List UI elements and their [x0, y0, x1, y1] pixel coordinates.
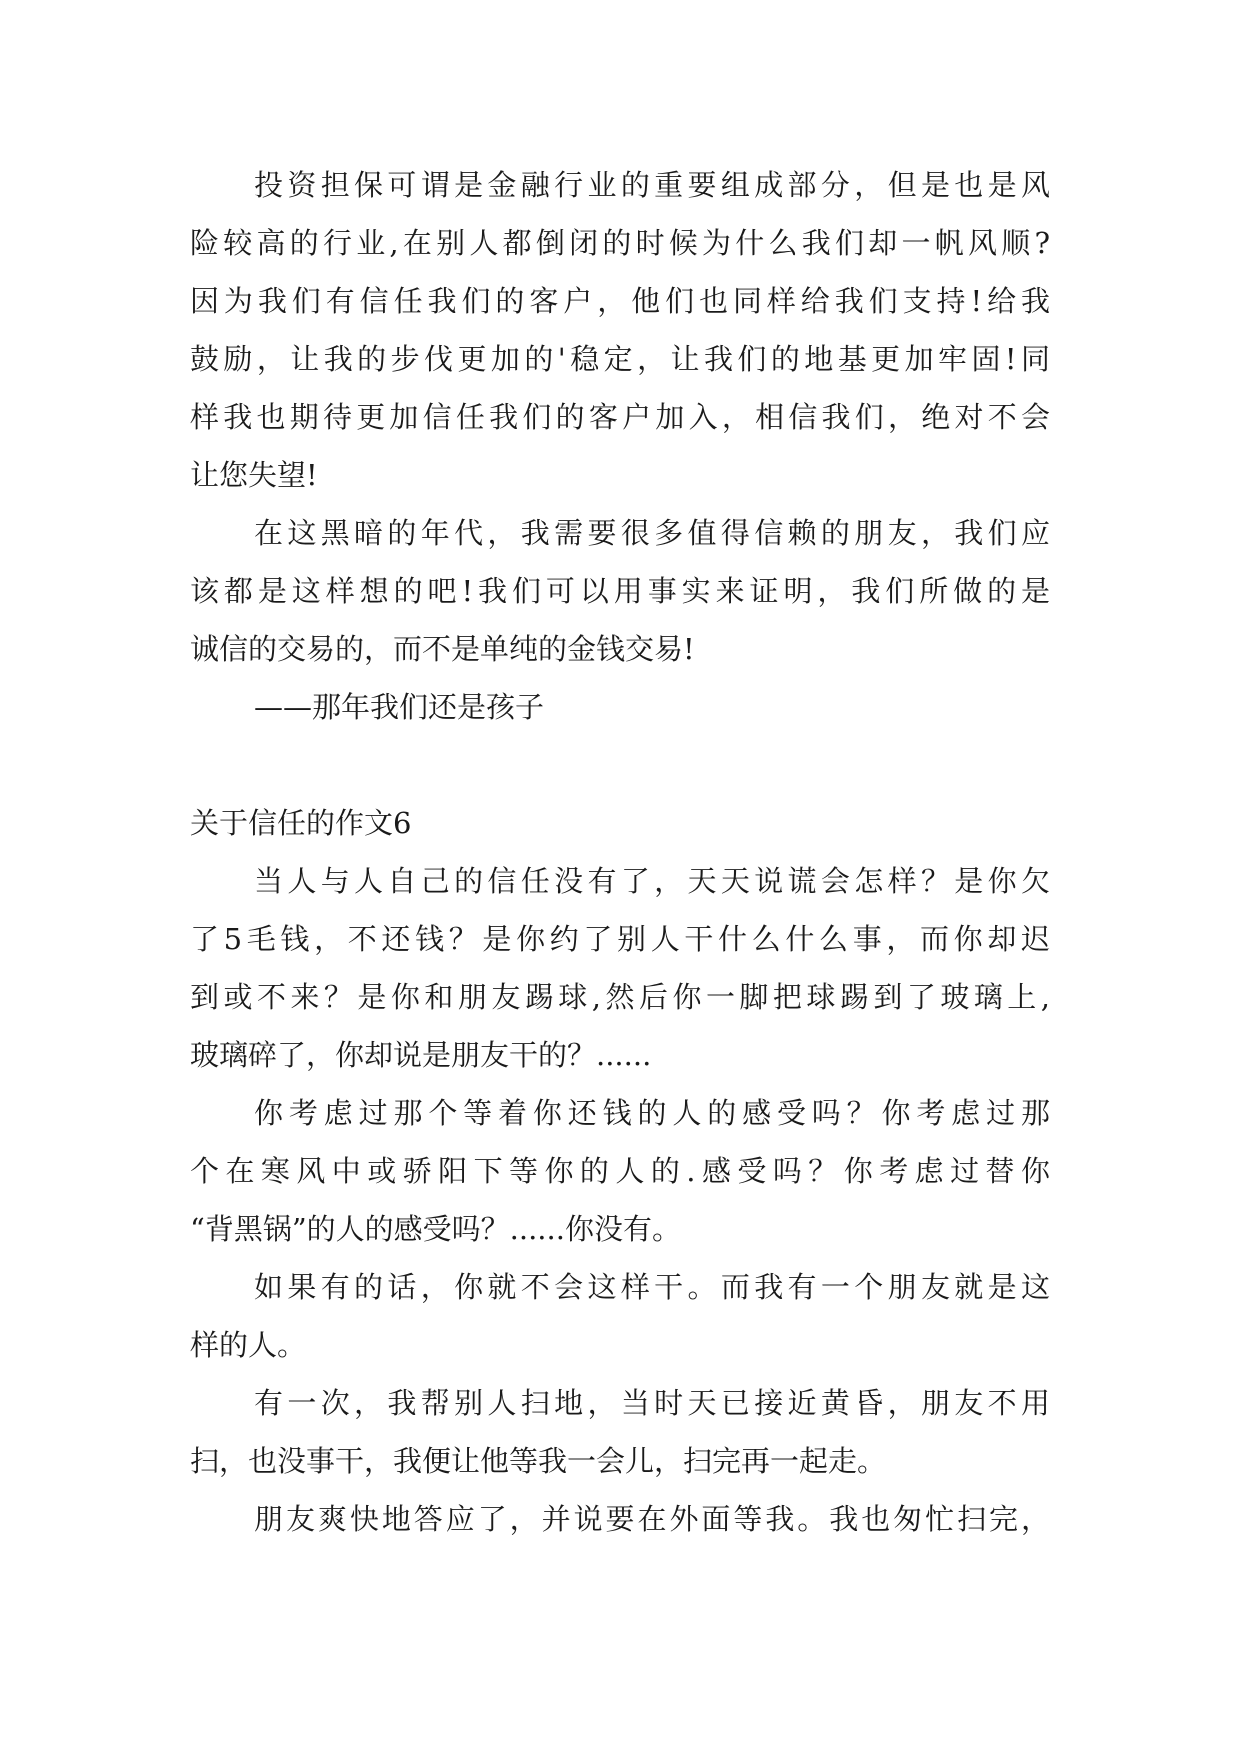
paragraph-line: 样的人。: [190, 1328, 307, 1362]
paragraph-line: 因为我们有信任我们的客户，他们也同样给我们支持!给我: [190, 284, 1050, 318]
paragraph-line: 了5毛钱，不还钱？是你约了别人干什么什么事，而你却迟: [190, 922, 1050, 956]
signature-line: ——那年我们还是孩子: [254, 690, 545, 724]
paragraph-line: 鼓励，让我的步伐更加的'稳定，让我们的地基更加牢固!同: [190, 342, 1050, 376]
paragraph-line: 你考虑过那个等着你还钱的人的感受吗？你考虑过那: [254, 1096, 1050, 1130]
paragraph-line: 朋友爽快地答应了，并说要在外面等我。我也匆忙扫完，: [254, 1502, 1050, 1536]
paragraph-line: 让您失望!: [190, 458, 318, 492]
paragraph-line: 有一次，我帮别人扫地，当时天已接近黄昏，朋友不用: [254, 1386, 1050, 1420]
paragraph-line: 诚信的交易的，而不是单纯的金钱交易!: [190, 632, 695, 666]
paragraph-line: 当人与人自己的信任没有了，天天说谎会怎样？是你欠: [254, 864, 1050, 898]
paragraph-line: 样我也期待更加信任我们的客户加入，相信我们，绝对不会: [190, 400, 1050, 434]
paragraph-line: 到或不来？是你和朋友踢球,然后你一脚把球踢到了玻璃上,: [190, 980, 1050, 1014]
paragraph-line: 在这黑暗的年代，我需要很多值得信赖的朋友，我们应: [254, 516, 1050, 550]
paragraph-line: 个在寒风中或骄阳下等你的人的.感受吗？你考虑过替你: [190, 1154, 1050, 1188]
paragraph-line: 该都是这样想的吧!我们可以用事实来证明，我们所做的是: [190, 574, 1050, 608]
paragraph-line: 如果有的话，你就不会这样干。而我有一个朋友就是这: [254, 1270, 1050, 1304]
paragraph-line: 险较高的行业,在别人都倒闭的时候为什么我们却一帆风顺?: [190, 226, 1050, 260]
paragraph-line: 投资担保可谓是金融行业的重要组成部分，但是也是风: [254, 168, 1050, 202]
paragraph-line: 玻璃碎了，你却说是朋友干的？......: [190, 1038, 652, 1072]
paragraph-line: “背黑锅”的人的感受吗？......你没有。: [190, 1212, 681, 1246]
paragraph-line: 扫，也没事干，我便让他等我一会儿，扫完再一起走。: [190, 1444, 887, 1478]
section-heading: 关于信任的作文6: [190, 806, 412, 840]
